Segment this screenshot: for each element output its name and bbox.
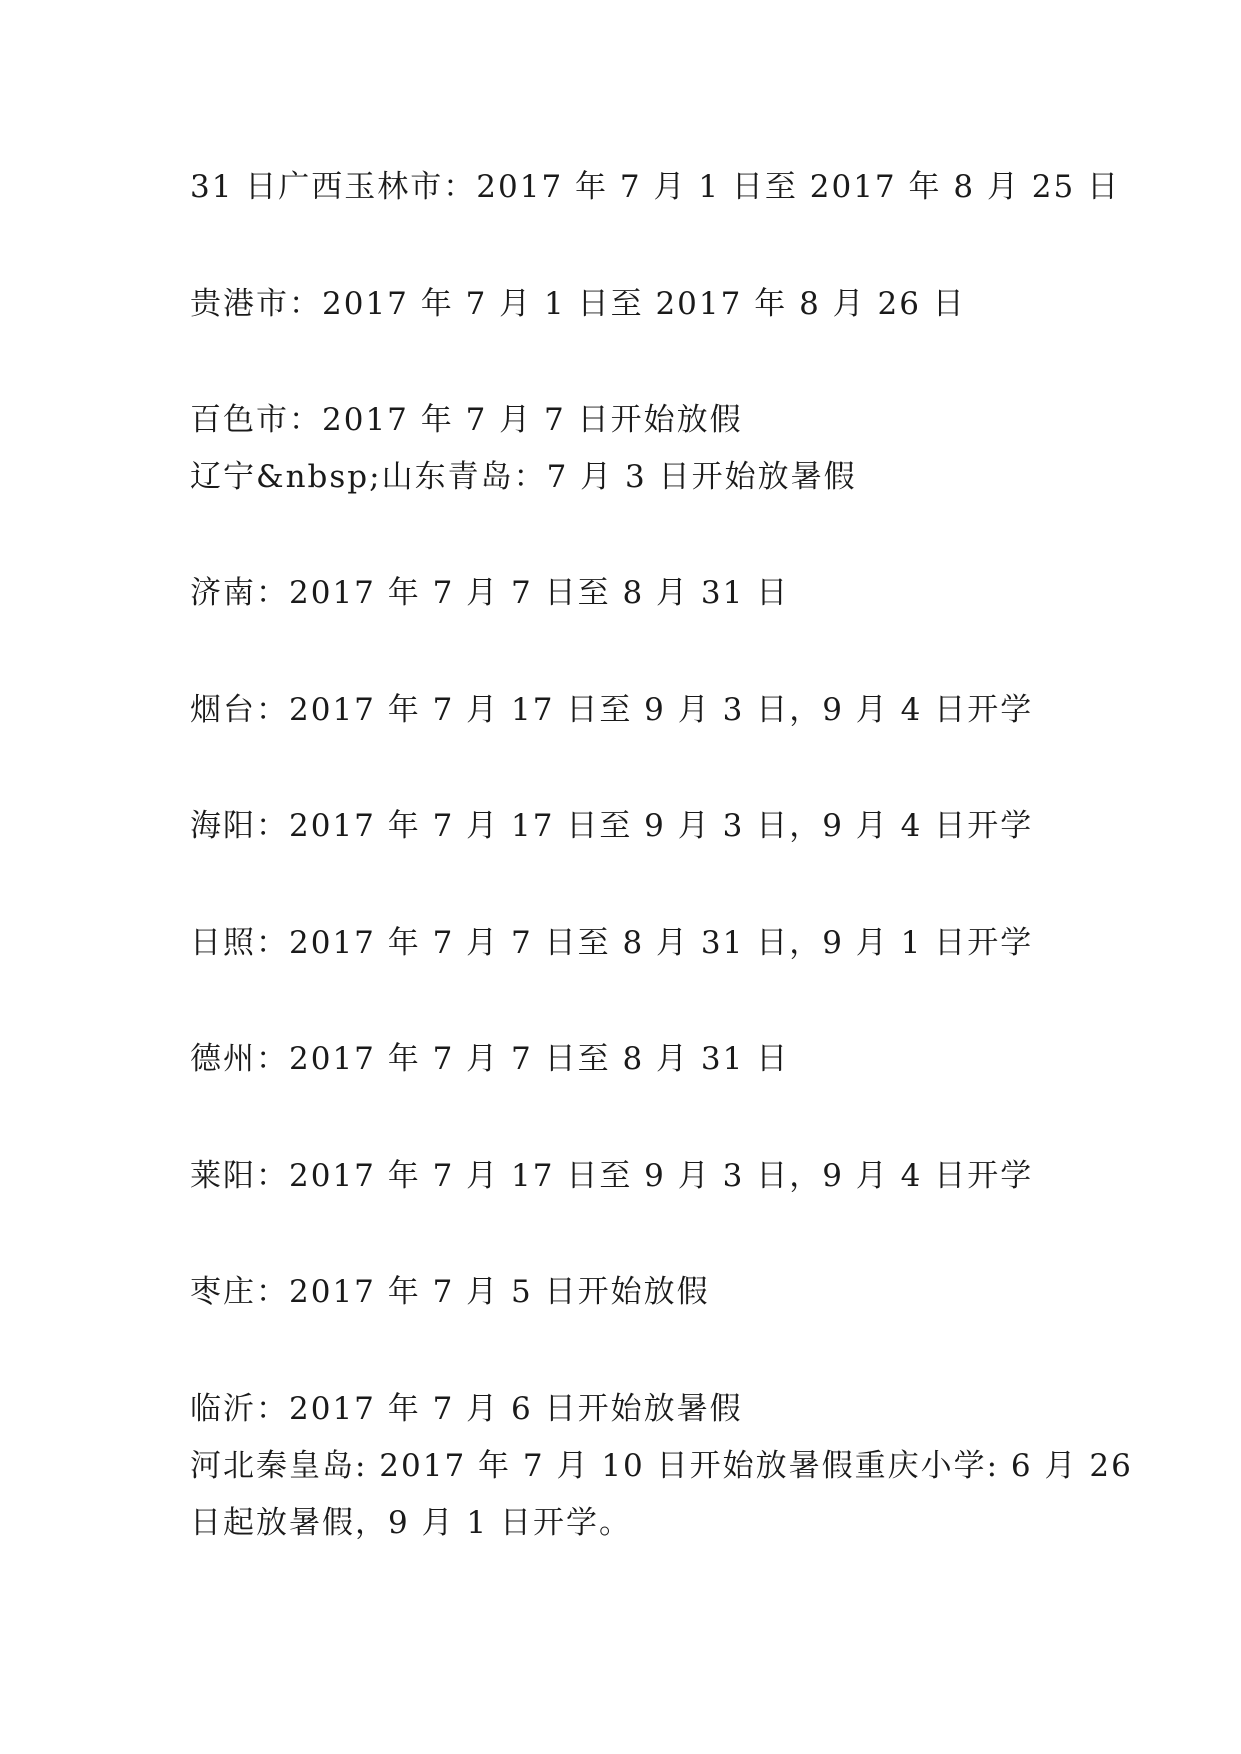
text-line: 济南：2017 年 7 月 7 日至 8 月 31 日 xyxy=(190,575,790,611)
text-line: 贵港市：2017 年 7 月 1 日至 2017 年 8 月 26 日 xyxy=(190,286,966,322)
text-line: 河北秦皇岛: 2017 年 7 月 10 日开始放暑假重庆小学: 6 月 26 xyxy=(190,1448,1133,1484)
text-line: 辽宁&nbsp;山东青岛：7 月 3 日开始放暑假 xyxy=(190,459,857,495)
text-line: 日起放暑假，9 月 1 日开学。 xyxy=(190,1505,633,1541)
text-line: 莱阳：2017 年 7 月 17 日至 9 月 3 日，9 月 4 日开学 xyxy=(190,1158,1034,1194)
text-line: 海阳：2017 年 7 月 17 日至 9 月 3 日，9 月 4 日开学 xyxy=(190,808,1034,844)
text-line: 德州：2017 年 7 月 7 日至 8 月 31 日 xyxy=(190,1041,790,1077)
text-line: 烟台：2017 年 7 月 17 日至 9 月 3 日，9 月 4 日开学 xyxy=(190,692,1034,728)
text-line: 百色市：2017 年 7 月 7 日开始放假 xyxy=(190,402,743,438)
text-line: 枣庄：2017 年 7 月 5 日开始放假 xyxy=(190,1274,710,1310)
text-line: 31 日广西玉林市：2017 年 7 月 1 日至 2017 年 8 月 25 日 xyxy=(190,169,1121,205)
text-line: 临沂：2017 年 7 月 6 日开始放暑假 xyxy=(190,1391,743,1427)
text-line: 日照：2017 年 7 月 7 日至 8 月 31 日，9 月 1 日开学 xyxy=(190,925,1034,961)
